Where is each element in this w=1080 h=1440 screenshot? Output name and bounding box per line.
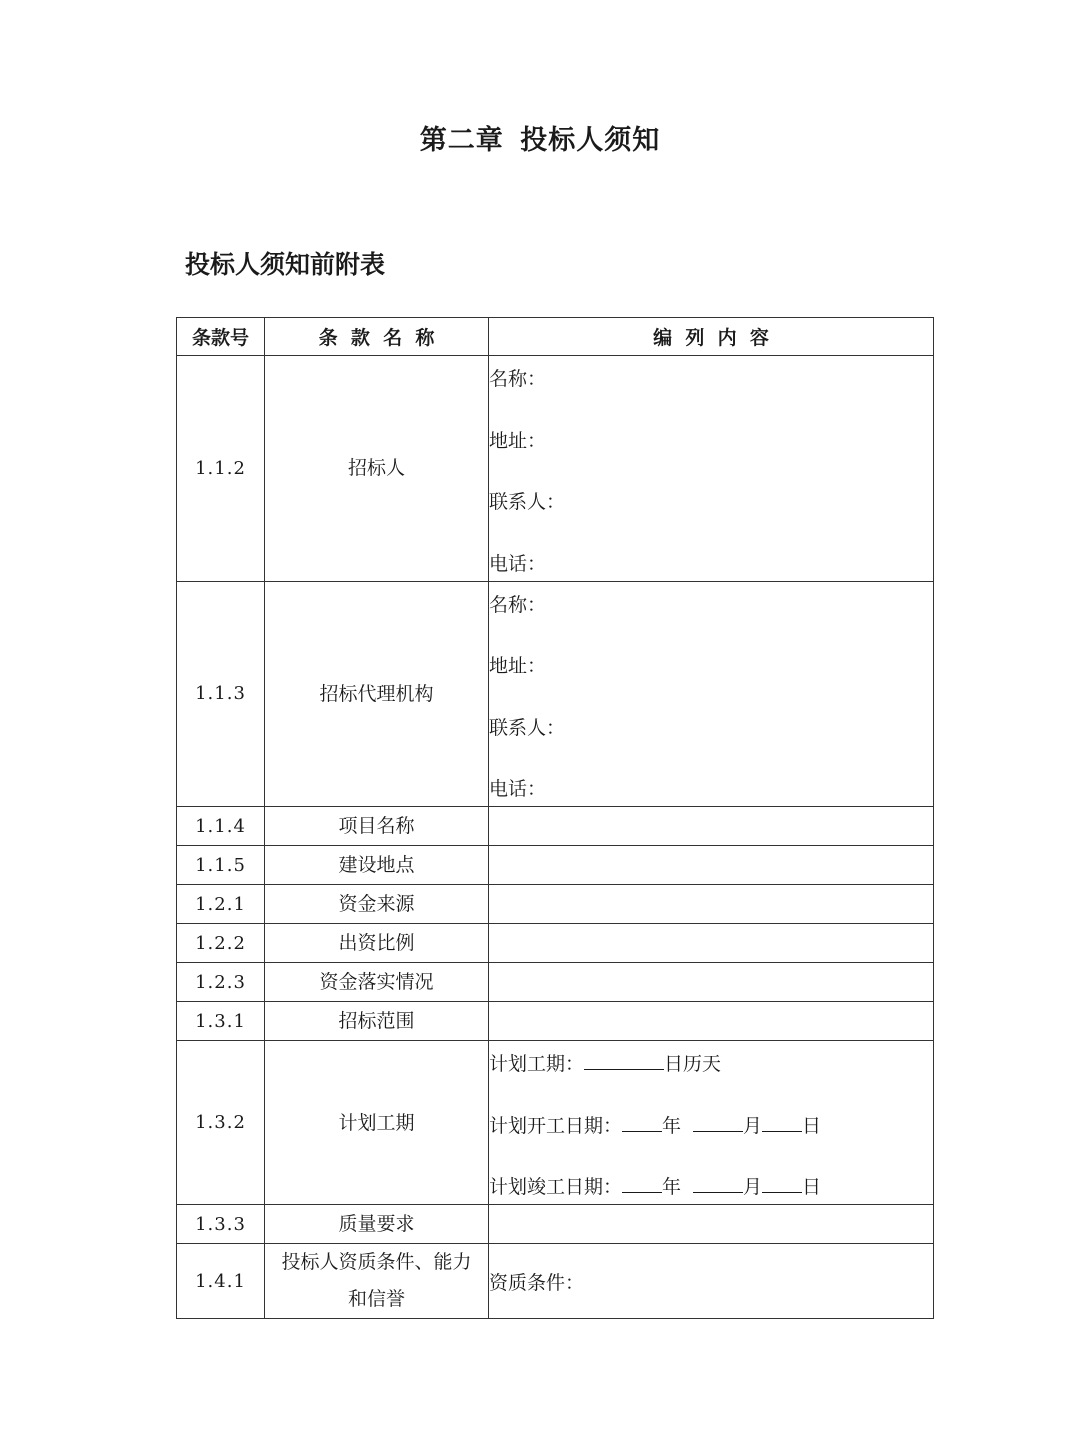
planned-period-unit: 日历天 xyxy=(664,1053,722,1075)
clause-name-line: 投标人资质条件、能力 xyxy=(281,1251,472,1273)
clause-name: 招标代理机构 xyxy=(265,581,489,807)
clause-name xyxy=(265,1244,489,1319)
bidder-instructions-table xyxy=(176,317,934,1319)
clause-content xyxy=(489,1041,934,1205)
end-month-blank xyxy=(693,1172,743,1193)
table-row xyxy=(177,1244,934,1319)
clause-name: 计划工期 xyxy=(265,1041,489,1205)
clause-no: 1.1.4 xyxy=(177,807,265,846)
clause-content xyxy=(489,924,934,963)
table-header-row xyxy=(177,318,934,356)
clause-content xyxy=(489,1002,934,1041)
clause-no: 1.3.3 xyxy=(177,1205,265,1244)
table-row xyxy=(177,356,934,582)
content-line-address: 地址： xyxy=(489,655,547,677)
clause-no: 1.2.1 xyxy=(177,885,265,924)
table-row xyxy=(177,1002,934,1041)
start-month-blank xyxy=(693,1111,743,1132)
table-row xyxy=(177,846,934,885)
month-label: 月 xyxy=(743,1176,763,1198)
year-label: 年 xyxy=(662,1176,682,1198)
month-label: 月 xyxy=(743,1114,763,1137)
clause-no: 1.1.3 xyxy=(177,581,265,807)
clause-content xyxy=(489,1244,934,1319)
clause-content xyxy=(489,807,934,846)
clause-name: 质量要求 xyxy=(265,1205,489,1244)
section-title: 投标人须知前附表 xyxy=(185,250,386,279)
content-line-contact: 联系人： xyxy=(489,491,566,513)
planned-period-label: 计划工期： xyxy=(489,1053,585,1075)
content-line-contact: 联系人： xyxy=(489,716,566,739)
clause-name: 招标范围 xyxy=(265,1002,489,1041)
clause-name: 资金来源 xyxy=(265,885,489,924)
content-line-address: 地址： xyxy=(489,429,547,452)
end-year-blank xyxy=(622,1172,662,1193)
clause-no: 1.2.2 xyxy=(177,924,265,963)
clause-content xyxy=(489,581,934,807)
day-label: 日 xyxy=(802,1114,822,1137)
clause-content xyxy=(489,885,934,924)
clause-no: 1.1.5 xyxy=(177,846,265,885)
table-row xyxy=(177,1205,934,1244)
end-day-blank xyxy=(762,1172,802,1193)
table-row xyxy=(177,963,934,1002)
header-clause-no: 条款号 xyxy=(177,318,265,356)
clause-no: 1.2.3 xyxy=(177,963,265,1002)
clause-no: 1.4.1 xyxy=(177,1244,265,1319)
clause-name: 出资比例 xyxy=(265,924,489,963)
clause-content xyxy=(489,963,934,1002)
table-row xyxy=(177,807,934,846)
header-content: 编 列 内 容 xyxy=(489,318,934,356)
planned-days-blank xyxy=(584,1049,664,1070)
table-row xyxy=(177,581,934,807)
clause-no: 1.1.2 xyxy=(177,356,265,582)
clause-content xyxy=(489,1205,934,1244)
planned-start-line xyxy=(489,1109,933,1171)
clause-content xyxy=(489,356,934,582)
content-line-name: 名称： xyxy=(489,593,547,616)
header-clause-name: 条 款 名 称 xyxy=(265,318,489,356)
planned-period-line xyxy=(489,1047,933,1109)
start-year-blank xyxy=(622,1111,662,1132)
content-line-phone: 电话： xyxy=(489,552,547,575)
planned-end-label: 计划竣工日期： xyxy=(489,1176,623,1198)
content-line-name: 名称： xyxy=(489,368,547,390)
start-day-blank xyxy=(762,1111,802,1132)
clause-name: 项目名称 xyxy=(265,807,489,846)
table-row xyxy=(177,1041,934,1205)
planned-end-line xyxy=(489,1170,933,1204)
clause-no: 1.3.1 xyxy=(177,1002,265,1041)
clause-name-line: 和信誉 xyxy=(347,1288,405,1310)
table-row xyxy=(177,924,934,963)
planned-start-label: 计划开工日期： xyxy=(489,1114,623,1137)
day-label: 日 xyxy=(802,1176,822,1198)
clause-content xyxy=(489,846,934,885)
clause-name: 资金落实情况 xyxy=(265,963,489,1002)
chapter-title: 第二章 投标人须知 xyxy=(419,125,661,156)
clause-name: 建设地点 xyxy=(265,846,489,885)
qualification-label: 资质条件： xyxy=(489,1271,585,1294)
year-label: 年 xyxy=(662,1114,682,1137)
table-row xyxy=(177,885,934,924)
clause-no: 1.3.2 xyxy=(177,1041,265,1205)
clause-name: 招标人 xyxy=(265,356,489,582)
content-line-phone: 电话： xyxy=(489,778,547,800)
